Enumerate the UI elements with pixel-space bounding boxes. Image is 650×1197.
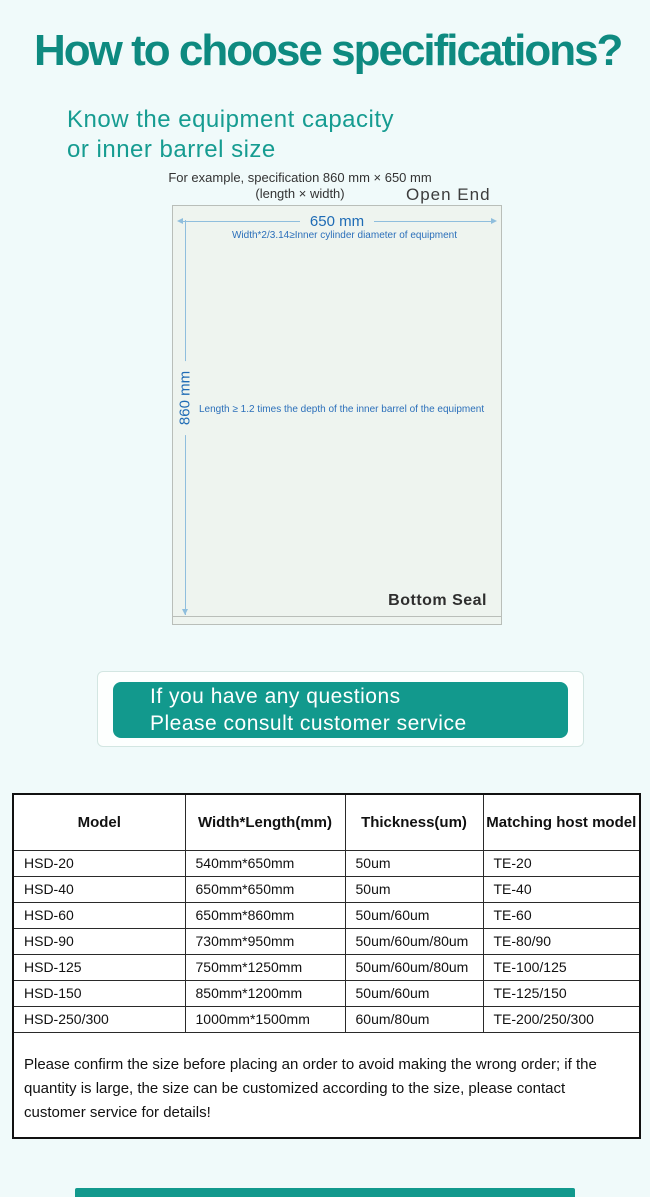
table-cell: HSD-125 <box>13 954 185 980</box>
bottom-seal-line <box>173 616 501 617</box>
table-cell: TE-20 <box>483 850 640 876</box>
width-dimension-label: 650 mm <box>309 212 365 230</box>
table-row <box>13 850 640 876</box>
diagram-caption <box>160 170 440 202</box>
banner-line2: Please consult customer service <box>150 712 467 735</box>
subtitle-line1: Know the equipment capacity <box>67 106 395 133</box>
table-note-row <box>13 1032 640 1138</box>
table-cell: TE-60 <box>483 902 640 928</box>
subtitle-line2: or inner barrel size <box>67 136 276 163</box>
table-cell: HSD-90 <box>13 928 185 954</box>
column-header: Model <box>13 794 185 850</box>
bottom-accent-bar <box>75 1188 575 1197</box>
banner-line1: If you have any questions <box>150 685 401 708</box>
page-title: How to choose specifications? <box>34 26 622 75</box>
table-row <box>13 1006 640 1032</box>
diagram-caption-line1: For example, specification 860 mm × 650 mm <box>168 170 432 185</box>
bottom-seal-label: Bottom Seal <box>388 592 487 609</box>
table-header-row <box>13 794 640 850</box>
table-cell: 540mm*650mm <box>185 850 345 876</box>
column-header: Thickness(um) <box>345 794 483 850</box>
table-cell: 50um <box>345 876 483 902</box>
table-cell: HSD-40 <box>13 876 185 902</box>
table-cell: 850mm*1200mm <box>185 980 345 1006</box>
length-formula-note: Length ≥ 1.2 times the depth of the inner barrel of the equipment <box>199 404 485 415</box>
table-row <box>13 980 640 1006</box>
table-cell: 50um <box>345 850 483 876</box>
table-cell: 50um/60um/80um <box>345 928 483 954</box>
arrow-down-icon <box>182 609 188 615</box>
table-cell: 50um/60um <box>345 980 483 1006</box>
column-header: Width*Length(mm) <box>185 794 345 850</box>
table-cell: 60um/80um <box>345 1006 483 1032</box>
table-cell: TE-40 <box>483 876 640 902</box>
column-header: Matching host model <box>483 794 640 850</box>
order-note: Please confirm the size before placing an order to avoid making the wrong order; if the quantity is large, the size can be customized according to the size, please contact customer service for details! <box>13 1032 640 1138</box>
table-cell: HSD-20 <box>13 850 185 876</box>
table-row <box>13 876 640 902</box>
subtitle <box>67 105 394 165</box>
bag-diagram <box>172 205 502 625</box>
table-cell: 50um/60um/80um <box>345 954 483 980</box>
table-cell: 650mm*860mm <box>185 902 345 928</box>
table-cell: 50um/60um <box>345 902 483 928</box>
table-row <box>13 954 640 980</box>
customer-service-banner[interactable] <box>113 682 568 738</box>
table-row <box>13 928 640 954</box>
table-cell: 1000mm*1500mm <box>185 1006 345 1032</box>
table-cell: HSD-250/300 <box>13 1006 185 1032</box>
table-cell: TE-80/90 <box>483 928 640 954</box>
open-end-label: Open End <box>406 185 491 204</box>
width-formula-note: Width*2/3.14≥Inner cylinder diameter of equipment <box>231 230 458 241</box>
length-dimension-label: 860 mm <box>175 361 196 435</box>
table-cell: 750mm*1250mm <box>185 954 345 980</box>
table-cell: 650mm*650mm <box>185 876 345 902</box>
table-body <box>13 850 640 1032</box>
width-dimension-line <box>177 214 497 228</box>
table-cell: TE-200/250/300 <box>483 1006 640 1032</box>
table-cell: HSD-60 <box>13 902 185 928</box>
diagram-caption-line2: (length × width) <box>255 186 345 201</box>
table-cell: 730mm*950mm <box>185 928 345 954</box>
customer-service-banner-frame <box>97 671 584 747</box>
table-cell: HSD-150 <box>13 980 185 1006</box>
arrow-right-icon <box>491 218 497 224</box>
table-cell: TE-100/125 <box>483 954 640 980</box>
table-cell: TE-125/150 <box>483 980 640 1006</box>
table-row <box>13 902 640 928</box>
specification-table <box>12 793 641 1139</box>
